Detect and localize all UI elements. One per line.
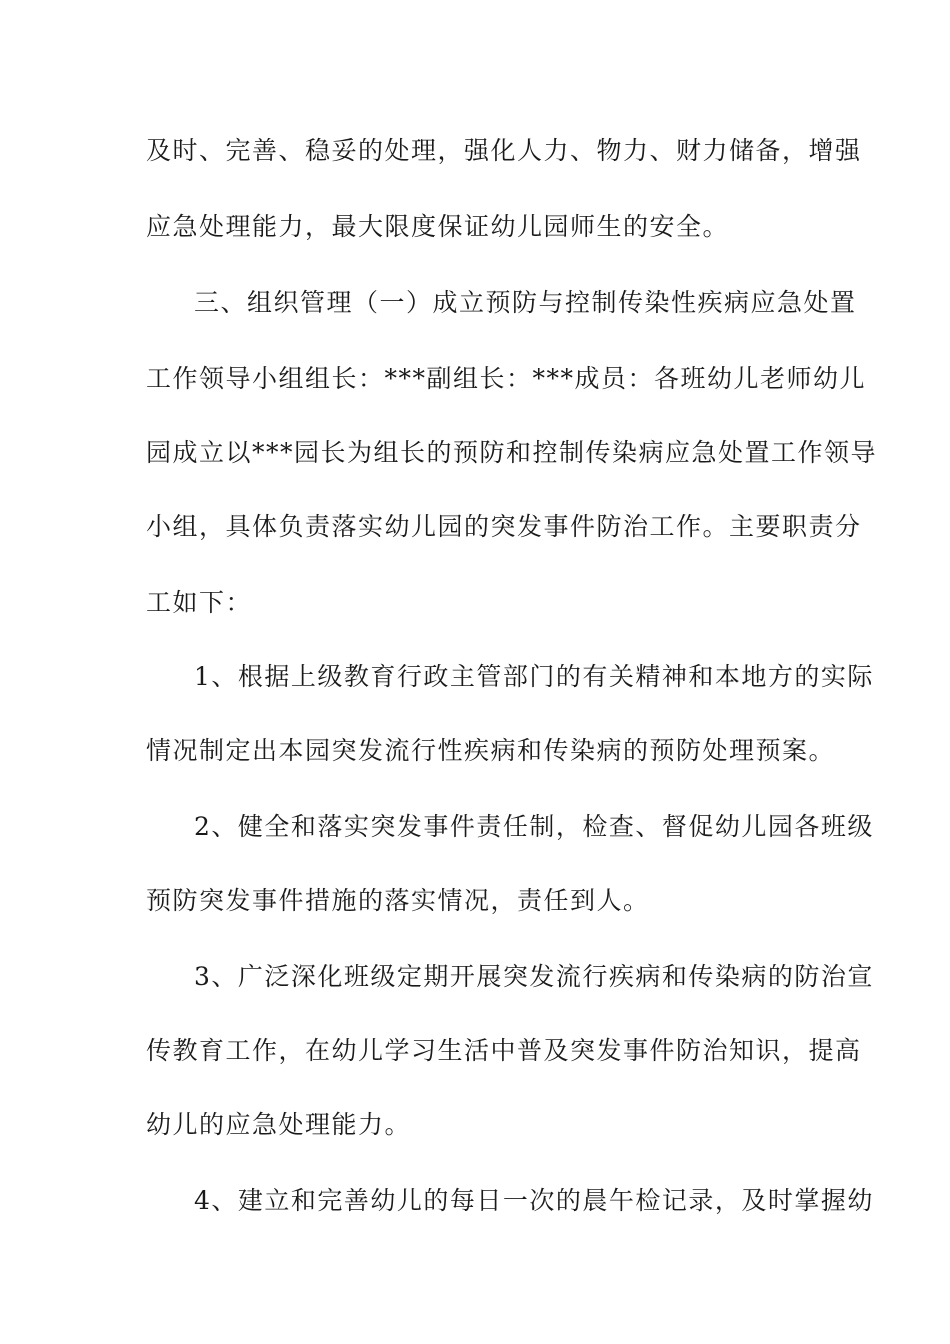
- text-line: 应急处理能力，最大限度保证幼儿园师生的安全。: [146, 212, 730, 241]
- text-line: 及时、完善、稳妥的处理，强化人力、物力、财力储备，增强: [146, 136, 862, 165]
- text-line: 预防突发事件措施的落实情况，责任到人。: [146, 886, 650, 915]
- section-heading-line: 三、组织管理（一）成立预防与控制传染性疾病应急处置: [194, 288, 857, 317]
- text-line: 工如下：: [146, 588, 253, 617]
- text-line: 幼儿的应急处理能力。: [146, 1110, 412, 1139]
- list-item-4-line: 4、建立和完善幼儿的每日一次的晨午检记录，及时掌握幼: [194, 1186, 874, 1215]
- text-line: 小组，具体负责落实幼儿园的突发事件防治工作。主要职责分: [146, 512, 862, 541]
- list-item-1-line: 1、根据上级教育行政主管部门的有关精神和本地方的实际: [194, 662, 874, 691]
- text-line: 工作领导小组组长：***副组长：***成员：各班幼儿老师幼儿: [146, 364, 867, 393]
- text-line: 情况制定出本园突发流行性疾病和传染病的预防处理预案。: [146, 736, 836, 765]
- text-line: 园成立以***园长为组长的预防和控制传染病应急处置工作领导: [146, 438, 878, 467]
- list-item-3-line: 3、广泛深化班级定期开展突发流行疾病和传染病的防治宣: [194, 962, 874, 991]
- text-line: 传教育工作，在幼儿学习生活中普及突发事件防治知识，提高: [146, 1036, 862, 1065]
- list-item-2-line: 2、健全和落实突发事件责任制，检查、督促幼儿园各班级: [194, 812, 874, 841]
